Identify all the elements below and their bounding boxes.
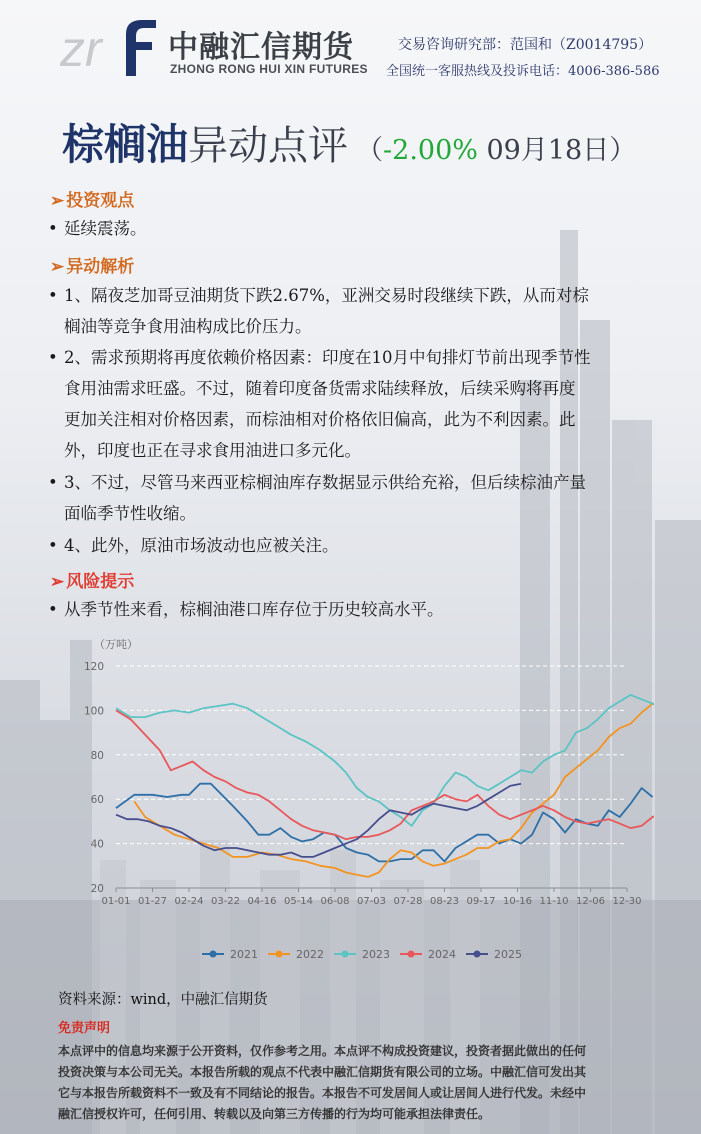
x-tick-label: 12-06 — [575, 896, 606, 907]
disclaimer-text — [58, 1041, 654, 1125]
analysis-heading-label: 异动解析 — [66, 257, 135, 277]
legend-marker-2024 — [408, 951, 415, 958]
disclaimer-line: 本点评中的信息均来源于公开资料，仅作参考之用。本点评不构成投资建议，投资者据此做出的任何 — [58, 1044, 587, 1058]
bullet-icon: • — [48, 600, 58, 619]
bullet-icon: • — [48, 536, 58, 555]
bullet-icon: • — [48, 286, 58, 305]
legend-marker-2023 — [342, 951, 349, 958]
view-heading-label: 投资观点 — [66, 191, 135, 211]
legend-marker-2025 — [474, 951, 481, 958]
disclaimer-line: 融汇信授权许可，任何引用、转载以及向第三方传播的行为均可能承担法律责任。 — [58, 1107, 491, 1121]
analysis-line: 更加关注相对价格因素，而棕油相对价格依旧偏高，此为不利因素。此 — [64, 410, 576, 429]
analysis-item-2 — [48, 342, 660, 466]
risk-text: 从季节性来看，棕榈油港口库存位于历史较高水平。 — [64, 600, 444, 619]
legend-label-2023: 2023 — [362, 948, 390, 961]
bullet-icon: • — [48, 473, 58, 492]
title-change-percent: -2.00% — [383, 135, 478, 166]
x-tick-label: 07-03 — [356, 896, 387, 907]
brand-name-en: ZHONG RONG HUI XIN FUTURES — [170, 62, 368, 76]
analysis-item-4 — [48, 530, 660, 561]
legend-label-2024: 2024 — [428, 948, 456, 961]
legend-marker-2021 — [210, 951, 217, 958]
series-line-2021 — [116, 784, 653, 862]
analysis-line: 4、此外，原油市场波动也应被关注。 — [64, 536, 339, 555]
y-axis-unit-label: （万吨） — [94, 638, 138, 651]
x-tick-label: 05-14 — [283, 896, 314, 907]
x-tick-label: 12-30 — [612, 896, 642, 907]
x-tick-label: 06-08 — [320, 896, 350, 907]
company-logo — [60, 14, 158, 76]
svg-text:zr: zr — [60, 21, 102, 76]
x-tick-label: 09-17 — [466, 896, 496, 907]
title-commodity: 棕榈油 — [62, 120, 189, 169]
disclaimer-line: 投资决策与本公司无关。本报告所载的观点不代表中融汇信期货有限公司的立场。中融汇信可发出其 — [58, 1065, 587, 1079]
section-heading-risk — [50, 567, 134, 592]
analysis-line: 2、需求预期将再度依赖价格因素：印度在10月中旬排灯节前出现季节性 — [64, 348, 591, 367]
arrow-right-icon: ➢ — [50, 257, 65, 277]
legend-label-2021: 2021 — [230, 948, 258, 961]
x-tick-label: 07-28 — [393, 896, 423, 907]
analysis-line: 面临季节性收缩。 — [64, 504, 196, 523]
inventory-seasonal-chart — [84, 632, 654, 972]
legend-marker-2022 — [276, 951, 283, 958]
analysis-line: 外，印度也正在寻求食用油进口多元化。 — [64, 441, 361, 460]
risk-paragraph — [48, 594, 660, 625]
y-tick-label: 100 — [84, 705, 104, 718]
brand-name-cn: 中融汇信期货 — [168, 30, 354, 65]
x-tick-label: 04-16 — [247, 896, 277, 907]
analysis-line: 食用油需求旺盛。不过，随着印度备货需求陆续释放，后续采购将再度 — [64, 379, 576, 398]
analysis-line: 榈油等竞争食用油构成比价压力。 — [64, 317, 312, 336]
x-tick-label: 11-10 — [539, 896, 569, 907]
page-title — [62, 112, 636, 172]
section-heading-analysis — [50, 252, 134, 277]
x-tick-label: 02-24 — [174, 896, 204, 907]
view-text: 延续震荡。 — [64, 219, 147, 238]
hotline-contact: 全国统一客服热线及投诉电话：4006-386-586 — [386, 64, 660, 79]
x-tick-label: 03-22 — [210, 896, 241, 907]
y-tick-label: 80 — [90, 749, 104, 762]
title-change-date — [356, 135, 636, 166]
title-date: 09月18日） — [477, 135, 637, 166]
bullet-icon: • — [48, 348, 58, 367]
disclaimer-title: 免责声明 — [58, 1021, 111, 1036]
arrow-right-icon: ➢ — [50, 572, 65, 592]
title-subject: 异动点评 — [188, 123, 349, 169]
y-tick-label: 20 — [90, 883, 104, 895]
series-line-2024 — [116, 710, 654, 839]
research-contact: 交易咨询研究部：范国和（Z0014795） — [398, 37, 653, 53]
bullet-icon: • — [48, 219, 58, 238]
title-open-paren: （ — [356, 135, 384, 166]
x-tick-label: 10-16 — [502, 896, 533, 907]
arrow-right-icon: ➢ — [50, 191, 65, 211]
analysis-line: 1、隔夜芝加哥豆油期货下跌2.67%，亚洲交易时段继续下跌，从而对棕 — [64, 286, 589, 305]
risk-heading-label: 风险提示 — [66, 572, 135, 592]
y-tick-label: 120 — [84, 661, 104, 673]
y-tick-label: 60 — [90, 794, 104, 807]
analysis-item-3 — [48, 467, 660, 529]
data-source: 资料来源：wind，中融汇信期货 — [58, 992, 268, 1008]
disclaimer-line: 它与本报告所载资料不一致及有不同结论的报告。本报告不可发居间人或让居间人进行代发。未经中 — [58, 1086, 587, 1100]
y-tick-label: 40 — [90, 838, 104, 851]
x-tick-label: 01-01 — [101, 896, 131, 907]
analysis-item-1 — [48, 280, 660, 342]
x-tick-label: 01-27 — [137, 896, 168, 907]
x-tick-label: 08-23 — [429, 896, 460, 907]
section-heading-view — [50, 186, 134, 211]
view-paragraph — [48, 213, 660, 244]
analysis-line: 3、不过，尽管马来西亚棕榈油库存数据显示供给充裕，但后续棕油产量 — [64, 473, 586, 492]
legend-label-2022: 2022 — [296, 948, 324, 961]
series-line-2023 — [116, 695, 654, 826]
legend-label-2025: 2025 — [494, 948, 522, 961]
